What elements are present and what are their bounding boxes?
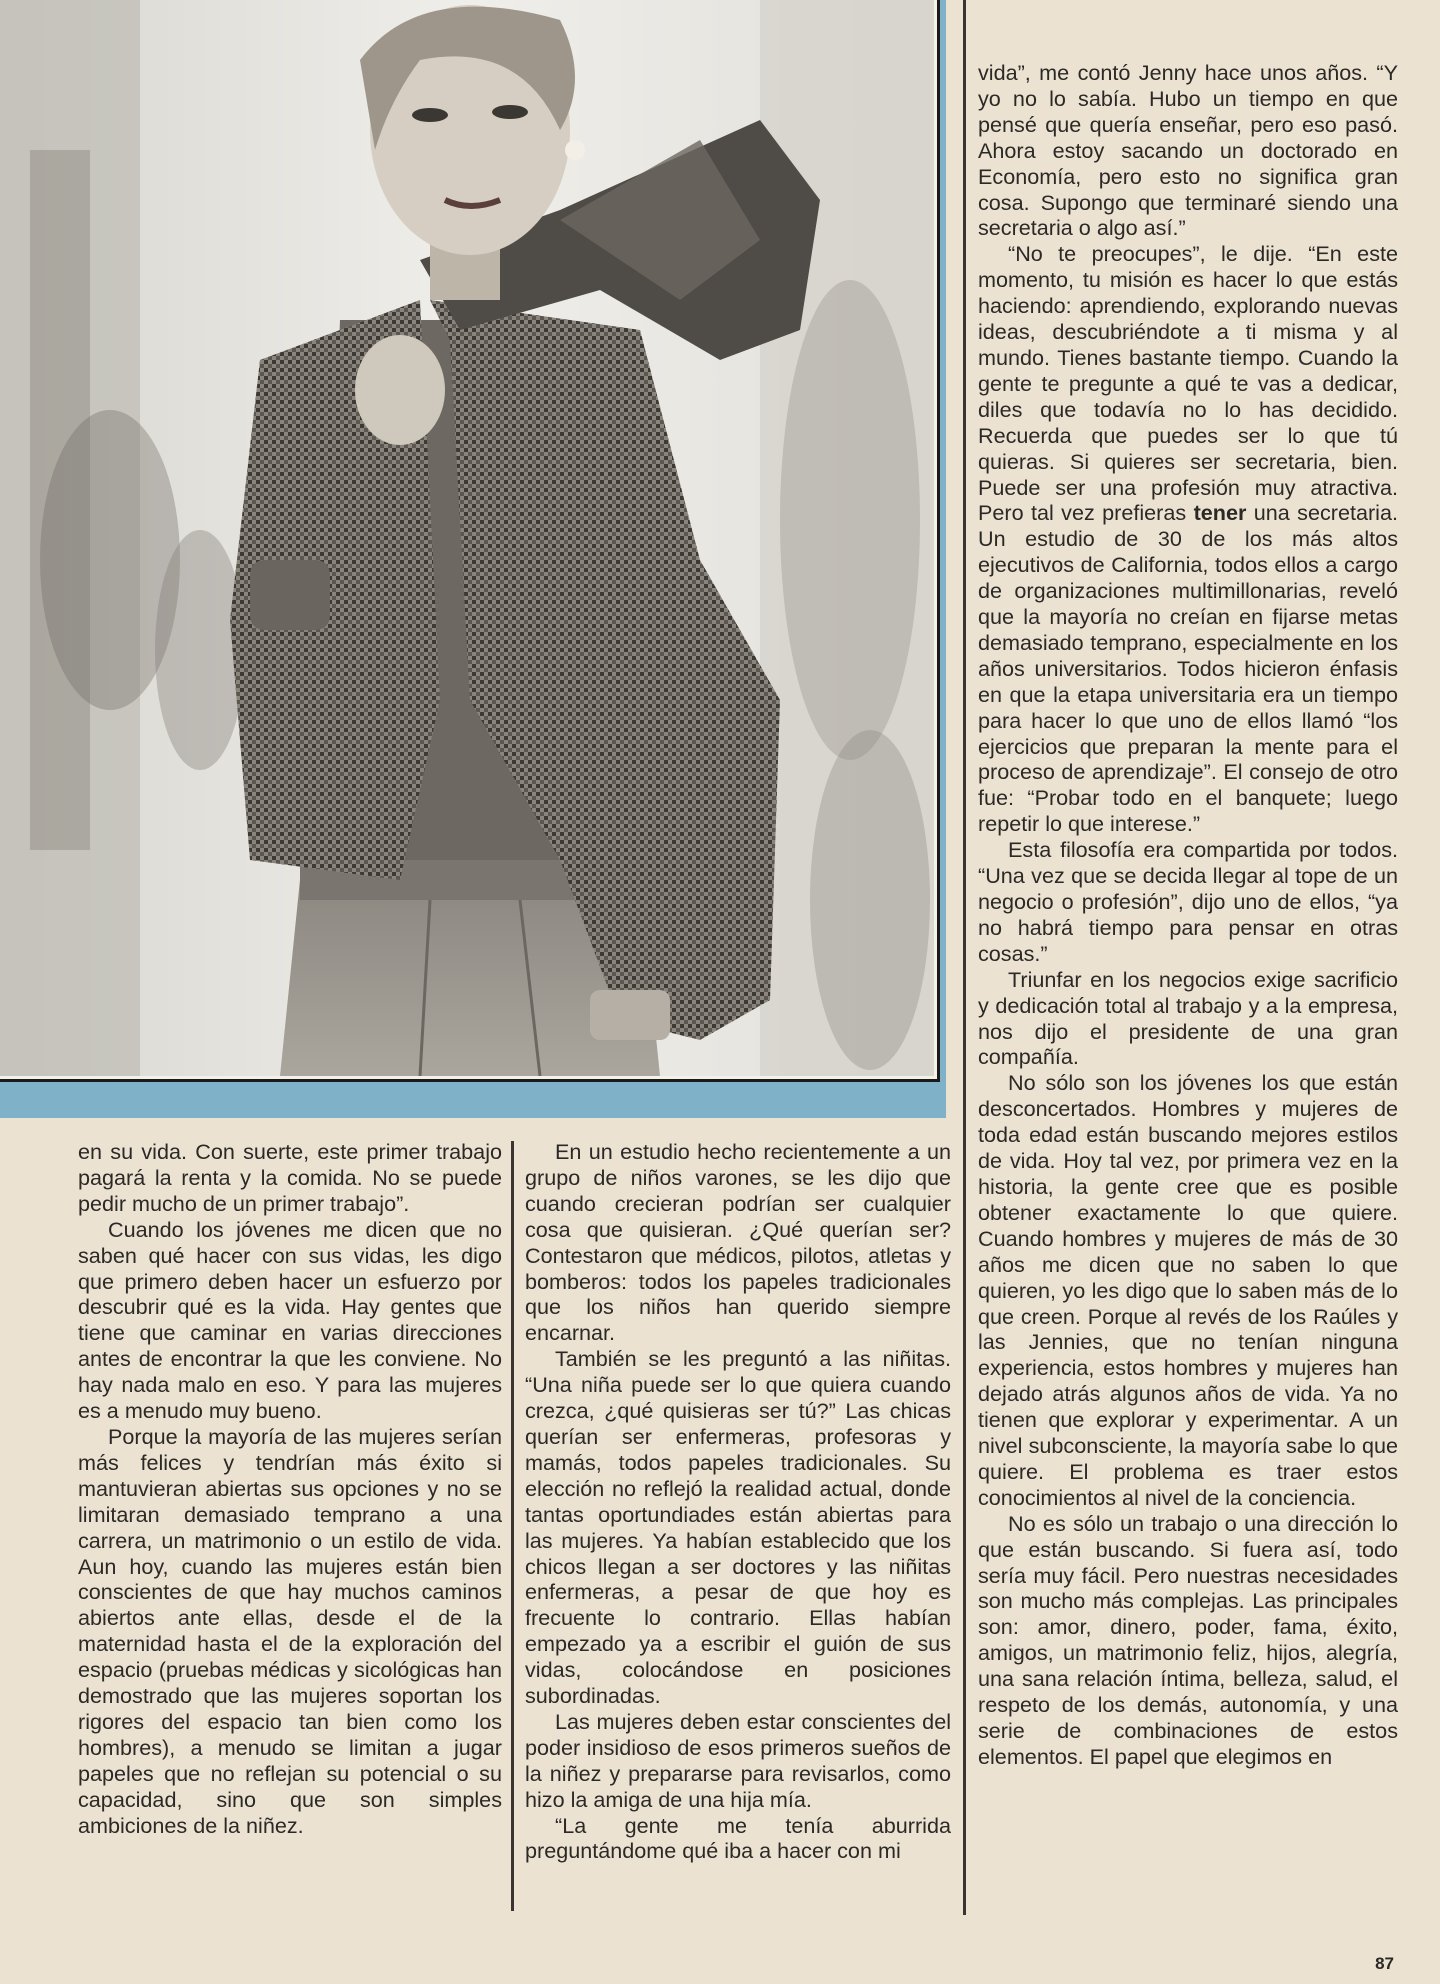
paragraph: Esta filosofía era compartida por todos. “Una vez que se decida llegar al tope de un negocio o profesión”, dijo uno de ellos, “ya no habrá tiempo para pensar en otras cosas.” [978,837,1398,966]
paragraph: vida”, me contó Jenny hace unos años. “Y yo no lo sabía. Hubo un tiempo en que pensé que quería enseñar, pero eso pasó. Ahora estoy sacando un doctorado en Economía, pero esto no significa gran cosa. Supongo que terminaré siendo una secretaria o algo así.” [978,60,1398,241]
article-column-left [78,1139,502,1838]
article-column-right [978,60,1398,1770]
photo-frame [0,0,940,1082]
paragraph [978,241,1398,837]
paragraph: Triunfar en los negocios exige sacrificio y dedicación total al trabajo y a la empresa, nos dijo el presidente de una gran compañía. [978,966,1398,1070]
paragraph: No sólo son los jóvenes los que están desconcertados. Hombres y mujeres de toda edad están buscando mejores estilos de vida. Hoy tal vez, por primera vez en la historia, la gente cree que es posible obtener exactamente lo que quiere. Cuando hombres y mujeres de más de 30 años me dicen que no saben lo que quieren, yo les digo que lo saben más de lo que creen. Porque al revés de los Raúles y las Jennies, que no tenían ninguna experiencia, estos hombres y mujeres han dejado atrás algunos años de vida. Ya no tienen que explorar y experimentar. A un nivel subconsciente, la mayoría sabe lo que quiere. El problema es traer estos conocimientos al nivel de la conciencia. [978,1070,1398,1510]
paragraph: Cuando los jóvenes me dicen que no saben qué hacer con sus vidas, les digo que primero deben hacer un esfuerzo por descubrir qué es la vida. Hay gentes que tiene que caminar en varias direcciones antes de encontrar la que les conviene. No hay nada malo en eso. Y para las mujeres es a menudo muy bueno. [78,1216,502,1424]
paragraph: En un estudio hecho recientemente a un grupo de niños varones, se les dijo que cuando crecieran podrían ser cualquier cosa que quisieran. ¿Qué querían ser? Contestaron que médicos, pilotos, atletas y bomberos: todos los papeles tradicionales que los niños han querido siempre encarnar. [525,1139,951,1346]
emphasis-word: tener [1193,500,1247,526]
paragraph: en su vida. Con suerte, este primer trabajo pagará la renta y la comida. No se puede pedir mucho de un primer trabajo”. [78,1139,502,1216]
woman-in-houndstooth-jacket-photo [0,0,934,1076]
paragraph-text: “No te preocupes”, le dije. “En este momento, tu misión es hacer lo que estás haciendo: aprendiendo, explorando nuevas ideas, descubriéndote a ti misma y al mundo. Tienes bastante tiempo. Cuando la gente te pregunte a qué te vas a dedicar, diles que todavía no lo has decidido. Recuerda que puedes ser lo que tú quieras. Si quieres ser secretaria, bien. Puede ser una profesión muy atractiva. Pero tal vez prefieras [978,241,1398,526]
paragraph: También se les preguntó a las niñitas. “Una niña puede ser lo que quiera cuando crezca, ¿qué quisieras ser tú?” Las chicas querían ser enfermeras, profesoras y mamás, todos papeles tradicionales. Su elección no reflejó la realidad actual, donde tantas oportundiades están abiertas para las mujeres. Ya habían establecido que los chicos llegan a ser doctores y las niñitas enfermeras, a pesar de que hoy es frecuente lo contrario. Ellas habían empezado ya a escribir el guión de sus vidas, colocándose en posiciones subordinadas. [525,1346,951,1709]
photo-panel [0,0,946,1118]
column-rule-left [511,1141,514,1911]
paragraph: “La gente me tenía aburrida preguntándome qué iba a hacer con mi [525,1812,951,1864]
paragraph: No es sólo un trabajo o una dirección lo que están buscando. Si fuera así, todo sería muy fácil. Pero nuestras necesidades son mucho más complejas. Las principales son: amor, dinero, poder, fama, éxito, amigos, un matrimonio feliz, hijos, alegría, una sana relación íntima, belleza, salud, el respeto de los demás, autonomía, y una serie de combinaciones de estos elementos. El papel que elegimos en [978,1510,1398,1769]
column-rule-right [963,0,966,1915]
page-number: 87 [1375,1954,1394,1973]
paragraph: Porque la mayoría de las mujeres serían más felices y tendrían más éxito si mantuvieran abiertas sus opciones y no se limitaran demasiado temprano a una carrera, un matrimonio o un estilo de vida. Aun hoy, cuando las mujeres están bien conscientes de que hay muchos caminos abiertos ante ellas, desde el de la maternidad hasta el de la exploración del espacio (pruebas médicas y sicológicas han demostrado que las mujeres soportan los rigores del espacio tan bien como los hombres), a menudo se limitan a jugar papeles que no reflejan su potencial o su capacidad, sino que son simples ambiciones de la niñez. [78,1423,502,1838]
paragraph: Las mujeres deben estar conscientes del poder insidioso de esos primeros sueños de la niñez y prepararse para revisarlos, como hizo la amiga de una hija mía. [525,1708,951,1812]
paragraph-text: una secretaria. Un estudio de 30 de los más altos ejecutivos de California, todos ellos a cargo de organizaciones multimillonarias, reveló que la mayoría no creían en fijarse metas demasiado temprano, especialmente en los años universitarios. Todos hicieron énfasis en que la etapa universitaria era un tiempo para hacer lo que uno de ellos llamó “los ejercicios que preparan la mente para el proceso de aprendizaje”. El consejo de otro fue: “Probar todo en el banquete; luego repetir lo que interese.” [978,500,1398,837]
article-column-middle [525,1139,951,1864]
